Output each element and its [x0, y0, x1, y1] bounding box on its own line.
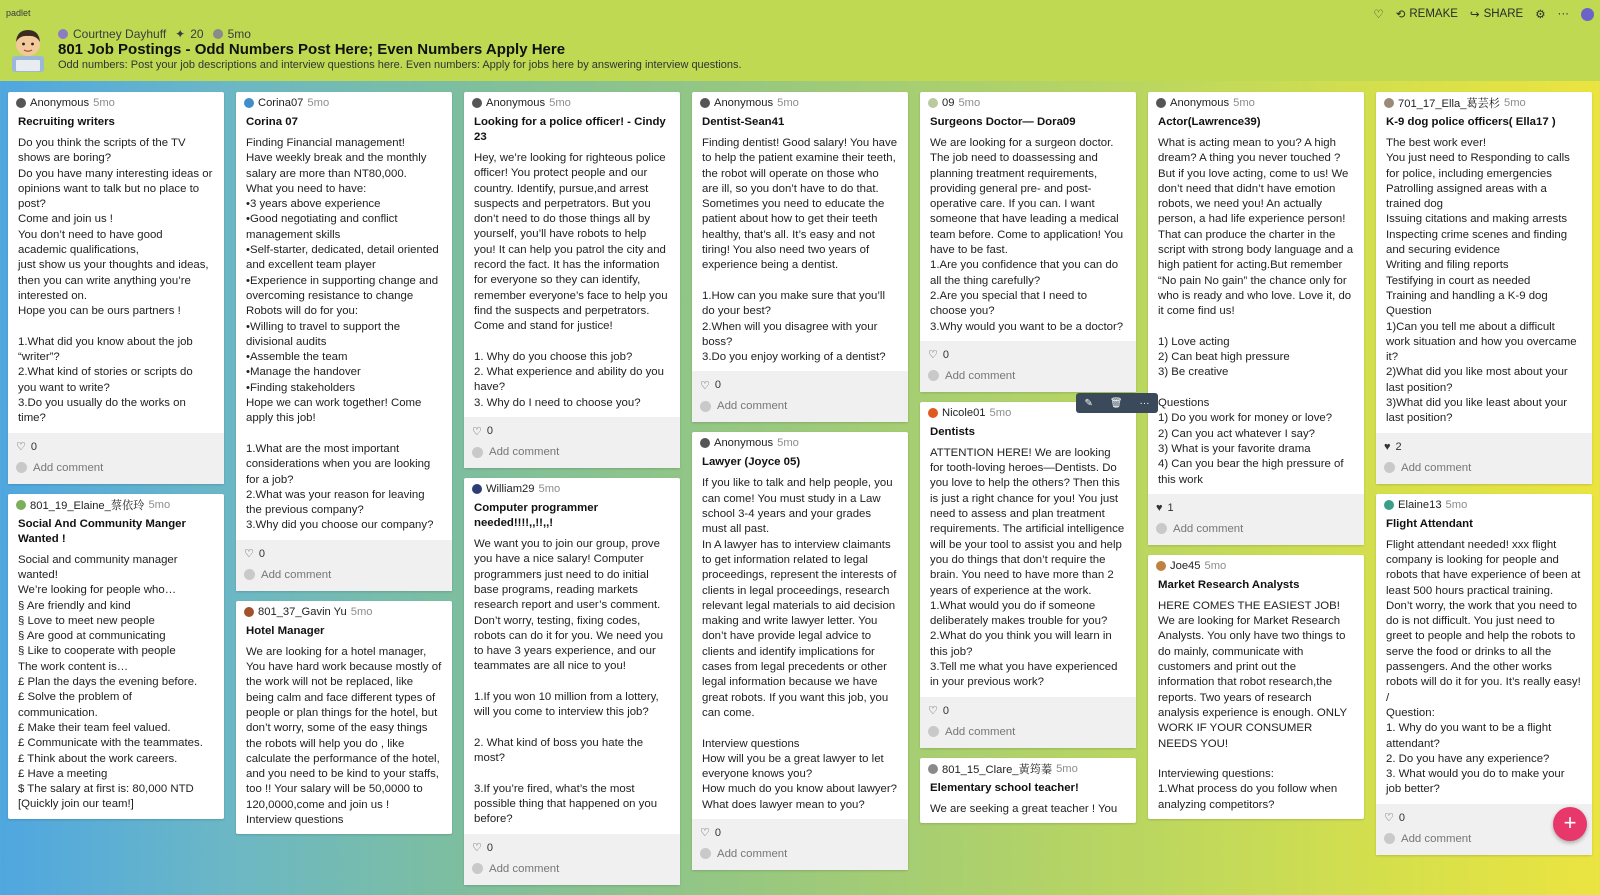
- post-footer: [692, 819, 908, 870]
- board-column: [1148, 92, 1364, 829]
- user-avatar-icon: [928, 764, 938, 774]
- add-comment-label: Add comment: [945, 725, 1016, 738]
- like-row: [16, 438, 216, 456]
- post-card[interactable]: [8, 92, 224, 484]
- add-comment-label: Add comment: [1401, 461, 1472, 474]
- user-avatar-icon: [16, 98, 26, 108]
- post-author[interactable]: 801_15_Clare_黃筠蓁: [942, 763, 1053, 776]
- post-edit-toolbar: [1076, 393, 1158, 413]
- add-comment-button[interactable]: [1384, 456, 1584, 480]
- comment-avatar-icon: [1384, 833, 1395, 844]
- board-column: [1376, 92, 1592, 865]
- post-age: 5mo: [93, 97, 115, 109]
- post-header: [1376, 92, 1592, 110]
- add-comment-button[interactable]: [472, 857, 672, 881]
- board-meta: [58, 27, 251, 41]
- post-footer: [1376, 433, 1592, 484]
- user-avatar-icon: [928, 408, 938, 418]
- heart-icon[interactable]: ♡: [244, 548, 254, 561]
- post-body: ATTENTION HERE! We are looking for tooth-loving heroes—Dentists. Do you love to help the others? Then this is just a right chance for you! You just need to assess and plan treatment requirements. The artificial intelligence will be your tool to assist you and help you do things that don’t require the brain. You need to have more than 2 years of experience at the work. 1.What would you do if someone deliberately makes trouble for you? 2.What do you think you will learn in this job? 3.Tell me what you have experienced in your previous work?: [930, 446, 1125, 689]
- add-comment-label: Add comment: [489, 446, 560, 459]
- star-count: 20: [190, 27, 204, 41]
- post-title: Lawyer (Joyce 05): [702, 456, 801, 469]
- post-card[interactable]: [464, 92, 680, 468]
- add-comment-button[interactable]: [472, 440, 672, 464]
- post-header: [464, 92, 680, 110]
- page-title: 801 Job Postings - Odd Numbers Post Here; Even Numbers Apply Here: [58, 41, 566, 58]
- post-author[interactable]: Anonymous: [714, 97, 774, 109]
- post-body: If you like to talk and help people, you can come! You must study in a Law school 3-4 years and your grades must all past. In A lawyer has to interview claimants to get information related to legal proceedings, represent the interests of clients in legal proceedings, research relevant legal materials to aid decision making and write lawyer letter. You don’t have provide legal advice to clients and identify implications for cases from legal precedents or other legal information because we have great robots. If you want this job, you can come. Interview questions How will you be a great lawyer to let everyone knows you? How much do you know about lawyer? What does lawyer mean to you?: [702, 477, 898, 811]
- post-header: [1148, 92, 1364, 110]
- post-card[interactable]: [236, 92, 452, 591]
- post-title: Hotel Manager: [246, 624, 325, 637]
- like-count: 0: [714, 379, 721, 392]
- star-icon: ✦: [175, 27, 186, 41]
- board-column: [464, 92, 680, 895]
- padlet-logo[interactable]: padlet: [6, 8, 31, 18]
- post-body: Flight attendant needed! xxx flight company is looking for people and robots that have experience of been at least 500 hours practical training. Don’t worry, the work that you need to do is not difficult. You just need to greet to people and help the robots to serve the food or drinks to all the passengers. And the other works robots will do it for you. It’s really easy! / Question: 1. Why do you want to be a flight attendant? 2. Do you have any experience? 3. What would you do to make your job better?: [1386, 538, 1581, 796]
- user-avatar-icon: [1156, 98, 1166, 108]
- like-row: [244, 545, 444, 563]
- post-title: Dentist-Sean41: [702, 116, 785, 128]
- post-author[interactable]: Corina07: [258, 97, 304, 109]
- share-icon: ↪: [1469, 9, 1480, 21]
- post-age: 5mo: [777, 97, 799, 109]
- post-title: K-9 dog police officers( Ella17 ): [1386, 116, 1556, 128]
- add-comment-label: Add comment: [261, 568, 332, 581]
- post-card[interactable]: [692, 432, 908, 870]
- post-author[interactable]: 09: [942, 97, 955, 109]
- post-card[interactable]: [1148, 92, 1364, 545]
- comment-avatar-icon: [16, 462, 27, 473]
- post-card[interactable]: [236, 601, 452, 835]
- user-avatar-icon: [472, 484, 482, 494]
- post-body: We are looking for a hotel manager, You have hard work because mostly of the work will not be replaced, like being calm and face different types of people or plan things for the hotel, but don’t worry, some of the easy things the robots will help you do , like calculate the performance of the hotel, and you need to be kind to your staffs, too !! Your salary will be 50,0000 to 120,0000,come and join us ! Interview questions: [246, 645, 442, 826]
- post-card[interactable]: [920, 92, 1136, 392]
- post-header: [692, 92, 908, 110]
- post-header: [920, 92, 1136, 110]
- post-footer: [692, 371, 908, 422]
- clock-icon: [213, 29, 223, 39]
- post-title: Corina 07: [246, 116, 298, 128]
- like-row: [1156, 499, 1356, 517]
- post-title: Recruiting writers: [18, 116, 115, 128]
- heart-filled-icon[interactable]: ♥: [1156, 501, 1163, 514]
- post-title: Looking for a police officer! - Cindy 23: [474, 116, 666, 143]
- add-comment-button[interactable]: [928, 364, 1128, 388]
- like-count: 0: [30, 440, 37, 453]
- heart-icon[interactable]: ♡: [472, 425, 482, 438]
- add-comment-label: Add comment: [717, 400, 788, 413]
- author-avatar-icon: [58, 29, 68, 39]
- post-age: 5mo: [1204, 559, 1227, 572]
- board-header: [0, 0, 1600, 81]
- remake-label: REMAKE: [1409, 8, 1458, 20]
- post-body: Finding dentist! Good salary! You have to help the patient examine their teeth, the robot will operate on those who are ill, so you don’t have to do that. Sometimes you need to educate the patient about how to get their teeth healthy, that’s all. It’s easy and not tiring! You also need two years of experience being a dentist. 1.How can you make sure that you’ll do your best? 2.When will you disagree with your boss? 3.Do you enjoy working of a dentist?: [702, 137, 898, 364]
- add-comment-button[interactable]: [1156, 517, 1356, 541]
- like-count: 1: [1167, 501, 1174, 514]
- more-icon[interactable]: ···: [1139, 397, 1150, 409]
- like-row: [472, 422, 672, 440]
- like-count: 0: [1398, 811, 1405, 824]
- comment-avatar-icon: [700, 401, 711, 412]
- more-options-button[interactable]: ···: [1557, 8, 1569, 20]
- post-card[interactable]: [920, 758, 1136, 823]
- add-post-button[interactable]: +: [1553, 807, 1587, 841]
- post-age: 5mo: [307, 97, 330, 109]
- add-comment-label: Add comment: [1401, 832, 1472, 845]
- like-row: [1384, 438, 1584, 456]
- post-header: [920, 758, 1136, 776]
- post-footer: [8, 433, 224, 484]
- post-author[interactable]: Joe45: [1170, 559, 1201, 572]
- post-title: Computer programmer needed!!!!,,!!,,!: [474, 502, 599, 530]
- post-title: Surgeons Doctor— Dora09: [930, 116, 1076, 128]
- user-avatar-icon: [700, 438, 710, 448]
- post-author[interactable]: 801_19_Elaine_蔡依玲: [30, 499, 145, 512]
- post-title: Elementary school teacher!: [930, 781, 1079, 794]
- globe-icon[interactable]: [1581, 8, 1594, 21]
- heart-icon[interactable]: ♡: [1384, 812, 1394, 825]
- like-row: [928, 346, 1128, 364]
- post-age: 5mo: [958, 97, 981, 109]
- board-column: [8, 92, 224, 829]
- post-body: Social and community manager wanted! We’re looking for people who… § Are friendly and kind § Love to meet new people § Are good at communicating § Like to cooperate with people The work content is… £ Plan the days the evening before. £ Solve the problem of communication. £ Make their team feel valued. £ Communicate with the teammates. £ Think about the work careers. £ Have a meeting $ The salary at first is: 80,000 NTD [Quickly join our team!]: [18, 553, 203, 811]
- board-avatar-icon: [8, 26, 48, 72]
- post-age: 5mo: [350, 605, 373, 618]
- add-comment-button[interactable]: [700, 394, 900, 418]
- board-author[interactable]: Courtney Dayhuff: [73, 27, 167, 41]
- post-footer: [236, 540, 452, 591]
- share-button[interactable]: [1470, 7, 1523, 21]
- post-author[interactable]: Anonymous: [1170, 97, 1230, 109]
- post-age: 5mo: [549, 97, 571, 109]
- post-age: 5mo: [777, 437, 799, 450]
- add-comment-button[interactable]: [700, 842, 900, 866]
- like-count: 0: [942, 348, 949, 361]
- post-footer: [920, 697, 1136, 748]
- remake-icon: ⟲: [1395, 9, 1406, 21]
- post-author[interactable]: Elaine13: [1398, 498, 1442, 511]
- comment-avatar-icon: [1384, 462, 1395, 473]
- post-footer: [464, 834, 680, 885]
- post-header: [1376, 494, 1592, 512]
- comment-avatar-icon: [700, 848, 711, 859]
- heart-icon[interactable]: ♡: [16, 441, 26, 454]
- post-body: We are seeking a great teacher ! You: [930, 802, 1118, 815]
- post-header: [236, 601, 452, 619]
- like-count: 0: [486, 425, 493, 438]
- board-column: [920, 92, 1136, 833]
- comment-avatar-icon: [1156, 523, 1167, 534]
- post-header: [464, 478, 680, 496]
- post-footer: [464, 417, 680, 468]
- post-age: 5mo: [1445, 498, 1468, 511]
- post-card[interactable]: [8, 494, 224, 819]
- post-body: We want you to join our group, prove you have a nice salary! Computer programmers just need to do initial base programs, reading markets research report and user’s comment. Don’t worry, testing, fixing codes, robots can do it for you. We need you to have 3 years experience, and our teammates are all nice to you! 1.If you won 10 million from a lottery, will you come to interview this job? 2. What kind of boss you hate the most? 3.If you’re fired, what’s the most possible thing that happened on you before?: [474, 538, 664, 826]
- post-header: [692, 432, 908, 450]
- add-comment-button[interactable]: [16, 456, 216, 480]
- post-age: 5mo: [989, 406, 1012, 419]
- share-label: SHARE: [1483, 8, 1524, 20]
- comment-avatar-icon: [472, 863, 483, 874]
- post-card[interactable]: [464, 478, 680, 885]
- add-comment-label: Add comment: [489, 862, 560, 875]
- header-actions: [1373, 7, 1594, 21]
- heart-icon[interactable]: ♡: [928, 349, 938, 362]
- post-age: 5mo: [1233, 97, 1255, 109]
- user-avatar-icon: [1384, 98, 1394, 108]
- post-title: Market Research Analysts: [1158, 578, 1300, 591]
- board-column: [692, 92, 908, 880]
- post-body: HERE COMES THE EASIEST JOB! We are looking for Market Research Analysts. You only have two things to do mainly, communicate with customers and print out the information that robot research,the reports. Two years of research analysis experience is enough. ONLY WORK IF YOUR CONSUMER NEEDS YOU! Interviewing questions: 1.What process do you follow when analyzing competitors?: [1158, 599, 1347, 811]
- like-count: 0: [486, 841, 493, 854]
- heart-icon[interactable]: ♡: [472, 842, 482, 855]
- heart-icon[interactable]: ♡: [928, 705, 938, 718]
- post-body: The best work ever! You just need to Responding to calls for police, including emergencies Patrolling assigned areas with a trained dog Issuing citations and making arrests Inspecting crime scenes and finding and securing evidence Writing and filing reports Testifying in court as needed Training and handling a K-9 dog Question 1)Can you tell me about a difficult work situation and how you overcame it? 2)What did you like most about your last position? 3)What did you like least about your last position?: [1386, 137, 1577, 425]
- post-footer: [920, 341, 1136, 392]
- like-row: [928, 702, 1128, 720]
- user-avatar-icon: [700, 98, 710, 108]
- comment-avatar-icon: [472, 447, 483, 458]
- board-column: [236, 92, 452, 844]
- post-body: What is acting mean to you? A high dream? A thing you never touched ? But if you love acting, come to us! We don’t need that didn’t have emotion robots, we need you! An actually person, a had life experience person! That can produce the charter in the script with strong body language and a high patient for acting.But remember “No pain No gain” the chance only for who is ready and who love. Love it, do it come find us! 1) Love acting 2) Can beat high pressure 3) Be creative Questions 1) Do you work for money or love? 2) Can you act whatever I say? 3) What is your favorite drama 4) Can you bear the high pressure of this work: [1158, 137, 1354, 486]
- post-body: Hey, we’re looking for righteous police officer! You protect people and our country. Identify, pursue,and arrest suspects and perpetrators. But you don’t need to do those things all by yourself, you’ll have robots to help you! It can help you patrol the city and record the fact. It has the information for everyone so they can identify, remember everyone’s face to help you find the suspects and perpetrators. Come and stand for justice! 1. Why do you choose this job? 2. What experience and ability do you have? 3. Why do I need to choose you?: [474, 152, 668, 409]
- post-title: Actor(Lawrence39): [1158, 116, 1261, 128]
- post-card[interactable]: [1376, 494, 1592, 855]
- post-author[interactable]: 801_37_Gavin Yu: [258, 605, 347, 618]
- post-author[interactable]: Anonymous: [486, 97, 546, 109]
- edit-icon[interactable]: ✎: [1084, 397, 1093, 409]
- add-comment-button[interactable]: [244, 563, 444, 587]
- remake-button[interactable]: [1396, 7, 1458, 21]
- post-title: Social And Community Manger Wanted !: [18, 517, 186, 545]
- post-header: [1148, 555, 1364, 573]
- post-header: [236, 92, 452, 110]
- post-card[interactable]: [920, 402, 1136, 748]
- post-footer: [1148, 494, 1364, 545]
- like-row: [472, 839, 672, 857]
- user-avatar-icon: [928, 98, 938, 108]
- post-author[interactable]: William29: [486, 483, 535, 496]
- heart-filled-icon[interactable]: ♥: [1384, 440, 1391, 453]
- post-title: Flight Attendant: [1386, 517, 1473, 530]
- like-row: [700, 376, 900, 394]
- board-description: Odd numbers: Post your job descriptions and interview questions here. Even numbers: Apply for jobs here by answering interview questions.: [58, 59, 742, 71]
- like-count: 0: [714, 826, 721, 839]
- add-comment-label: Add comment: [1173, 522, 1244, 535]
- post-author[interactable]: Anonymous: [714, 437, 774, 450]
- post-author[interactable]: Nicole01: [942, 406, 986, 419]
- delete-icon[interactable]: 🗑: [1109, 397, 1123, 409]
- board-age: 5mo: [227, 27, 251, 41]
- heart-icon[interactable]: ♡: [700, 379, 710, 392]
- post-title: Dentists: [930, 425, 975, 438]
- add-comment-label: Add comment: [945, 369, 1016, 382]
- gear-icon[interactable]: ⚙: [1535, 9, 1546, 21]
- user-avatar-icon: [244, 98, 254, 108]
- user-avatar-icon: [244, 607, 254, 617]
- post-card[interactable]: [1148, 555, 1364, 819]
- post-header: [8, 92, 224, 110]
- post-author[interactable]: 701_17_Ella_葛芸杉: [1398, 98, 1500, 110]
- like-count: 2: [1395, 440, 1402, 453]
- like-count: 0: [258, 547, 265, 560]
- post-card[interactable]: [692, 92, 908, 422]
- post-author[interactable]: Anonymous: [30, 97, 90, 109]
- heart-icon[interactable]: ♡: [700, 827, 710, 840]
- heart-icon[interactable]: ♡: [1373, 9, 1384, 21]
- post-body: We are looking for a surgeon doctor. The job need to doassessing and planning treatment requirements, providing general pre- and post-operative care. If you can. I want someone that have leading a medical team before. Come to application! You have to be fast. 1.Are you confidence that you can do all the thing carefully? 2.Are you special that I need to choose you? 3.Why would you want to be a doctor?: [930, 137, 1124, 333]
- comment-avatar-icon: [244, 569, 255, 580]
- post-body: Do you think the scripts of the TV shows are boring? Do you have many interesting ideas or opinions want to talk but no place to post? Come and join us ! You don’t need to have good academic qualifications, just show us your thoughts and ideas, then you can write anything you’re interested on. Hope you can be ours partners ! 1.What did you know about the job “writer”? 2.What kind of stories or scripts do you want to write? 3.Do you usually do the works on time?: [18, 137, 213, 425]
- post-age: 5mo: [148, 498, 171, 511]
- add-comment-label: Add comment: [717, 847, 788, 860]
- add-comment-button[interactable]: [928, 720, 1128, 744]
- post-age: 5mo: [1504, 97, 1526, 109]
- user-avatar-icon: [472, 98, 482, 108]
- post-body: Finding Financial management! Have weekly break and the monthly salary are more than NT80,000. What you need to have: •3 years above experience •Good negotiating and conflict management skills •Self-starter, dedicated, detail oriented and excellent team player •Experience in supporting change and overcoming resistance to change Robots will do for you: •Willing to travel to support the divisional audits •Assemble the team •Manage the handover •Finding stakeholders Hope we can work together! Come apply this job! 1.What are the most important considerations when you are looking for a job? 2.What was your reason for leaving the previous company? 3.Why did you choose our company?: [246, 137, 439, 532]
- post-age: 5mo: [1056, 762, 1078, 775]
- post-header: [8, 494, 224, 512]
- user-avatar-icon: [1384, 500, 1394, 510]
- like-row: [700, 824, 900, 842]
- comment-avatar-icon: [928, 726, 939, 737]
- post-card[interactable]: [1376, 92, 1592, 484]
- like-count: 0: [942, 704, 949, 717]
- post-age: 5mo: [538, 483, 561, 496]
- add-comment-label: Add comment: [33, 461, 104, 474]
- comment-avatar-icon: [928, 370, 939, 381]
- user-avatar-icon: [1156, 561, 1166, 571]
- user-avatar-icon: [16, 500, 26, 510]
